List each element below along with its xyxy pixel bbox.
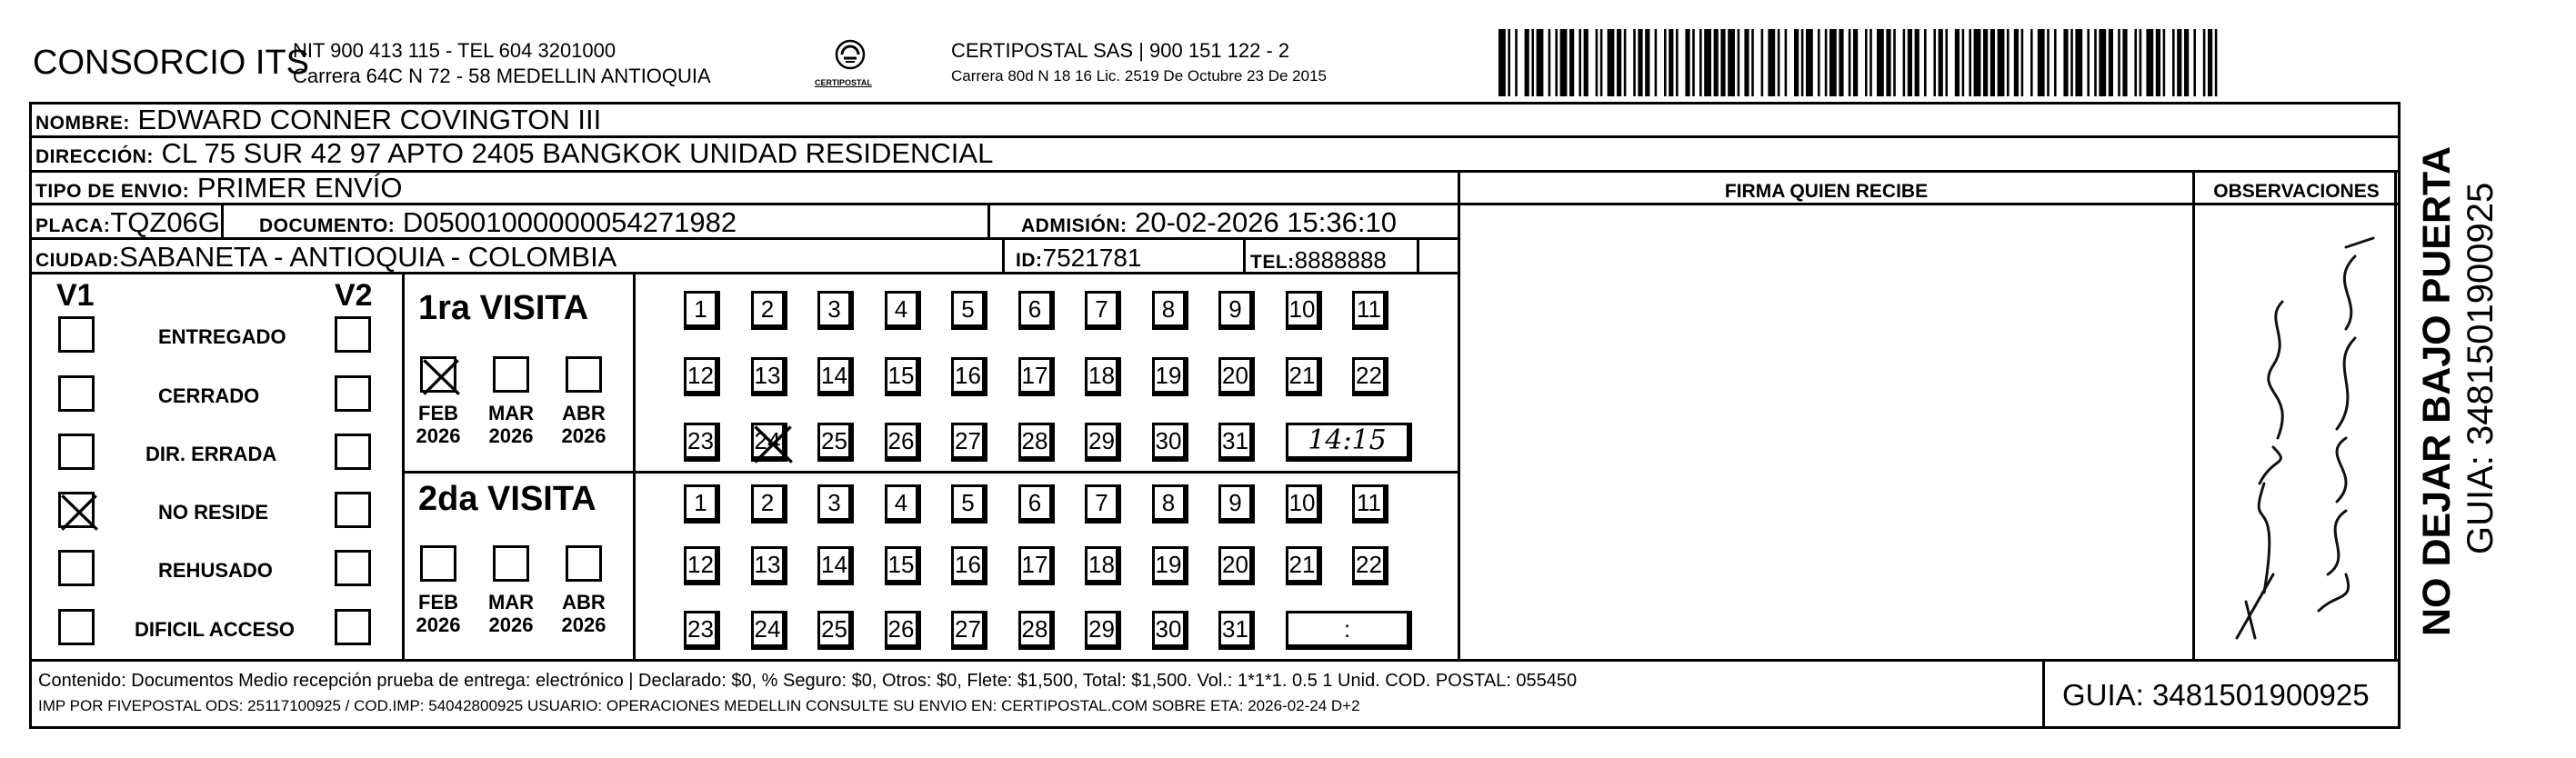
month-name: MAR	[487, 402, 535, 424]
tipo-value: PRIMER ENVÍO	[196, 172, 403, 204]
month-name: FEB	[418, 591, 458, 613]
month-year: 2026	[561, 424, 606, 447]
divider-id	[1002, 240, 1005, 274]
day-box[interactable]: 15	[885, 546, 918, 583]
day-box[interactable]: 26	[885, 611, 918, 647]
status-option-label: DIFICIL ACCESO	[135, 618, 296, 641]
day-box[interactable]: 19	[1152, 357, 1186, 394]
v1-checkbox[interactable]	[58, 492, 95, 528]
month-label	[479, 402, 543, 447]
id-field	[1016, 242, 1142, 276]
month-checkbox[interactable]	[420, 545, 456, 582]
tel-value: 8888888	[1294, 246, 1387, 274]
month-year: 2026	[488, 424, 534, 447]
divider-visits	[402, 471, 1458, 474]
day-box[interactable]: 20	[1218, 546, 1252, 583]
day-box[interactable]: 2	[751, 291, 785, 327]
v2-title: V2	[335, 278, 373, 313]
v1-checkbox[interactable]	[58, 316, 95, 353]
day-box[interactable]: 23	[684, 423, 717, 459]
day-box[interactable]: 15	[885, 357, 918, 394]
check-mark-icon	[421, 357, 461, 397]
tel-label: TEL:	[1250, 252, 1295, 273]
day-box[interactable]: 22	[1352, 546, 1386, 583]
divider-visit	[633, 274, 636, 659]
day-box[interactable]: 16	[951, 357, 985, 394]
ciudad-label: CIUDAD:	[35, 250, 120, 271]
v2-checkbox[interactable]	[335, 316, 371, 353]
day-box[interactable]: 3	[817, 291, 851, 327]
month-checkbox[interactable]	[420, 356, 456, 393]
month-name: ABR	[562, 402, 606, 424]
divider-guia	[2042, 662, 2045, 729]
check-mark-icon	[752, 424, 794, 465]
month-year: 2026	[416, 424, 461, 447]
ciudad-value: SABANETA - ANTIOQUIA - COLOMBIA	[119, 241, 617, 273]
day-box[interactable]: 27	[951, 611, 985, 647]
day-box[interactable]: 1	[684, 291, 717, 327]
certipostal-info	[951, 38, 1327, 89]
day-box[interactable]: 17	[1018, 546, 1052, 583]
day-box[interactable]: 5	[951, 291, 985, 327]
day-box[interactable]: 29	[1085, 423, 1118, 459]
status-option-label: ENTREGADO	[158, 325, 286, 348]
divider-placa	[221, 205, 224, 240]
day-box[interactable]: 24	[751, 423, 785, 459]
day-box[interactable]: 13	[751, 357, 785, 394]
company-contact	[293, 38, 711, 89]
divider-admision	[987, 205, 990, 240]
day-box[interactable]: 3	[817, 484, 851, 521]
documento-label: DOCUMENTO:	[259, 215, 396, 236]
admision-value: 20-02-2026 15:36:10	[1135, 206, 1397, 238]
footer-line2: IMP POR FIVEPOSTAL ODS: 25117100925 / COD.IMP: 54042800925 USUARIO: OPERACIONES MEDELLIN CONSULTE SU ENVIO EN: CERTIPOSTAL.COM SOBRE ETA: 2026-02-24 D+2	[38, 697, 1360, 714]
guia-number: GUIA: 3481501900925	[2062, 678, 2370, 712]
certipostal-address: Carrera 80d N 18 16 Lic. 2519 De Octubre 23 De 2015	[951, 67, 1327, 85]
documento-value: D05001000000054271982	[402, 206, 737, 238]
status-option-label: DIR. ERRADA	[145, 443, 277, 465]
month-label	[406, 402, 470, 447]
month-label	[552, 591, 616, 636]
day-box[interactable]: 7	[1085, 484, 1118, 521]
day-box[interactable]: 8	[1152, 291, 1186, 327]
day-box[interactable]: 16	[951, 546, 985, 583]
check-mark-icon	[59, 493, 99, 533]
day-box[interactable]: 30	[1152, 423, 1186, 459]
direccion-row	[32, 138, 2398, 173]
status-option-label: REHUSADO	[158, 559, 273, 582]
day-box[interactable]: 26	[885, 423, 918, 459]
day-box[interactable]: 11	[1352, 291, 1386, 327]
day-box[interactable]: 25	[817, 611, 851, 647]
day-box[interactable]: 14	[817, 357, 851, 394]
time-box[interactable]: 14:15	[1286, 423, 1409, 459]
side-guia: GUIA: 3481501900925	[2461, 182, 2501, 554]
tipo-label: TIPO DE ENVIO:	[35, 181, 190, 202]
logo-text: CERTIPOSTAL	[815, 78, 872, 87]
day-box[interactable]: 19	[1152, 546, 1186, 583]
v2-checkbox[interactable]	[335, 609, 371, 645]
observaciones-header	[2195, 173, 2398, 205]
day-box[interactable]: 31	[1218, 423, 1252, 459]
day-box[interactable]: 6	[1018, 484, 1052, 521]
v2-checkbox[interactable]	[335, 375, 371, 412]
tipo-row	[32, 173, 1458, 205]
nombre-value: EDWARD CONNER COVINGTON III	[137, 104, 602, 135]
admision-label: ADMISIÓN:	[1021, 215, 1128, 236]
v2-checkbox[interactable]	[335, 492, 371, 528]
month-label	[406, 591, 470, 636]
day-box[interactable]: 4	[885, 291, 918, 327]
day-box[interactable]: 14	[817, 546, 851, 583]
divider-observaciones	[2192, 173, 2195, 659]
day-box[interactable]: 6	[1018, 291, 1052, 327]
day-box[interactable]: 25	[817, 423, 851, 459]
day-box[interactable]: 20	[1218, 357, 1252, 394]
month-name: ABR	[562, 591, 606, 613]
day-box[interactable]: 4	[885, 484, 918, 521]
nombre-label: NOMBRE:	[35, 113, 130, 134]
divider-tel-end	[1417, 240, 1419, 274]
day-box[interactable]: 21	[1286, 357, 1319, 394]
day-box[interactable]: 9	[1218, 484, 1252, 521]
footer-content	[38, 669, 1577, 718]
day-box[interactable]: 10	[1286, 484, 1319, 521]
day-box[interactable]: 27	[951, 423, 985, 459]
company-name: CONSORCIO ITS	[33, 44, 310, 82]
day-box[interactable]: 30	[1152, 611, 1186, 647]
v1-title: V1	[56, 278, 95, 313]
company-address: Carrera 64C N 72 - 58 MEDELLIN ANTIOQUIA	[293, 65, 711, 87]
day-box[interactable]: 11	[1352, 484, 1386, 521]
month-year: 2026	[561, 613, 606, 636]
placa-row	[32, 205, 1458, 240]
barcode	[1498, 29, 2222, 96]
ciudad-field	[35, 242, 616, 276]
divider-tel	[1243, 240, 1246, 274]
month-year: 2026	[488, 613, 534, 636]
day-box[interactable]: 24	[751, 611, 785, 647]
day-box[interactable]: 17	[1018, 357, 1052, 394]
direccion-label: DIRECCIÓN:	[35, 146, 154, 167]
day-box[interactable]: 10	[1286, 291, 1319, 327]
placa-value: TQZ06G	[110, 206, 220, 238]
certipostal-line: CERTIPOSTAL SAS | 900 151 122 - 2	[951, 39, 1290, 62]
v2-checkbox[interactable]	[335, 550, 371, 586]
day-box[interactable]: 9	[1218, 291, 1252, 327]
handwritten-signature	[2210, 211, 2391, 647]
day-box[interactable]: 28	[1018, 611, 1052, 647]
v1-checkbox[interactable]	[58, 434, 95, 470]
day-box[interactable]: 31	[1218, 611, 1252, 647]
placa-field	[35, 207, 220, 242]
day-box[interactable]: 22	[1352, 357, 1386, 394]
status-option-label: NO RESIDE	[158, 501, 269, 524]
day-box[interactable]: 8	[1152, 484, 1186, 521]
no-dejar-notice: NO DEJAR BAJO PUERTA	[2415, 145, 2459, 636]
firma-title: FIRMA QUIEN RECIBE	[1724, 181, 1929, 202]
placa-label: PLACA:	[35, 215, 111, 236]
month-checkbox[interactable]	[566, 356, 602, 393]
day-box[interactable]: 1	[684, 484, 717, 521]
nit-line: NIT 900 413 115 - TEL 604 3201000	[293, 39, 616, 62]
day-box[interactable]: 29	[1085, 611, 1118, 647]
day-box[interactable]: 21	[1286, 546, 1319, 583]
visit1-title: 1ra VISITA	[418, 289, 589, 327]
day-box[interactable]: 12	[684, 357, 717, 394]
day-box[interactable]: 5	[951, 484, 985, 521]
visit2-title: 2da VISITA	[418, 480, 596, 518]
firma-header	[1460, 173, 2192, 205]
documento-field	[259, 207, 737, 242]
id-label: ID:	[1016, 250, 1043, 271]
month-year: 2026	[416, 613, 461, 636]
day-box[interactable]: 12	[684, 546, 717, 583]
tel-field	[1250, 244, 1387, 278]
id-value: 7521781	[1042, 244, 1142, 272]
day-box[interactable]: 28	[1018, 423, 1052, 459]
day-box[interactable]: 7	[1085, 291, 1118, 327]
observaciones-title: OBSERVACIONES	[2213, 181, 2380, 202]
month-label	[552, 402, 616, 447]
v2-checkbox[interactable]	[335, 434, 371, 470]
divider-right	[2394, 173, 2397, 659]
month-label	[479, 591, 543, 636]
month-checkbox[interactable]	[493, 356, 529, 393]
footer-line1: Contenido: Documentos Medio recepción prueba de entrega: electrónico | Declarado: $0, % Seguro: $0, Otros: $0, Flete: $1,500, Total: $1,500. Vol.: 1*1*1. 0.5 1 Unid. COD. POSTAL: 055450	[38, 671, 1578, 691]
status-option-label: CERRADO	[158, 384, 260, 407]
admision-field	[1021, 207, 1397, 242]
month-name: MAR	[487, 591, 535, 613]
day-box[interactable]: 18	[1085, 357, 1118, 394]
v1-checkbox[interactable]	[58, 375, 95, 412]
v1-checkbox[interactable]	[58, 609, 95, 645]
day-box[interactable]: 18	[1085, 546, 1118, 583]
nombre-row	[32, 105, 2398, 138]
day-box[interactable]: 13	[751, 546, 785, 583]
time-box[interactable]: :	[1286, 611, 1409, 647]
month-checkbox[interactable]	[493, 545, 529, 582]
direccion-value: CL 75 SUR 42 97 APTO 2405 BANGKOK UNIDAD RESIDENCIAL	[161, 137, 994, 169]
day-box[interactable]: 23	[684, 611, 717, 647]
month-name: FEB	[418, 402, 458, 424]
v1-checkbox[interactable]	[58, 550, 95, 586]
month-checkbox[interactable]	[566, 545, 602, 582]
day-box[interactable]: 2	[751, 484, 785, 521]
divider-status	[402, 274, 405, 659]
